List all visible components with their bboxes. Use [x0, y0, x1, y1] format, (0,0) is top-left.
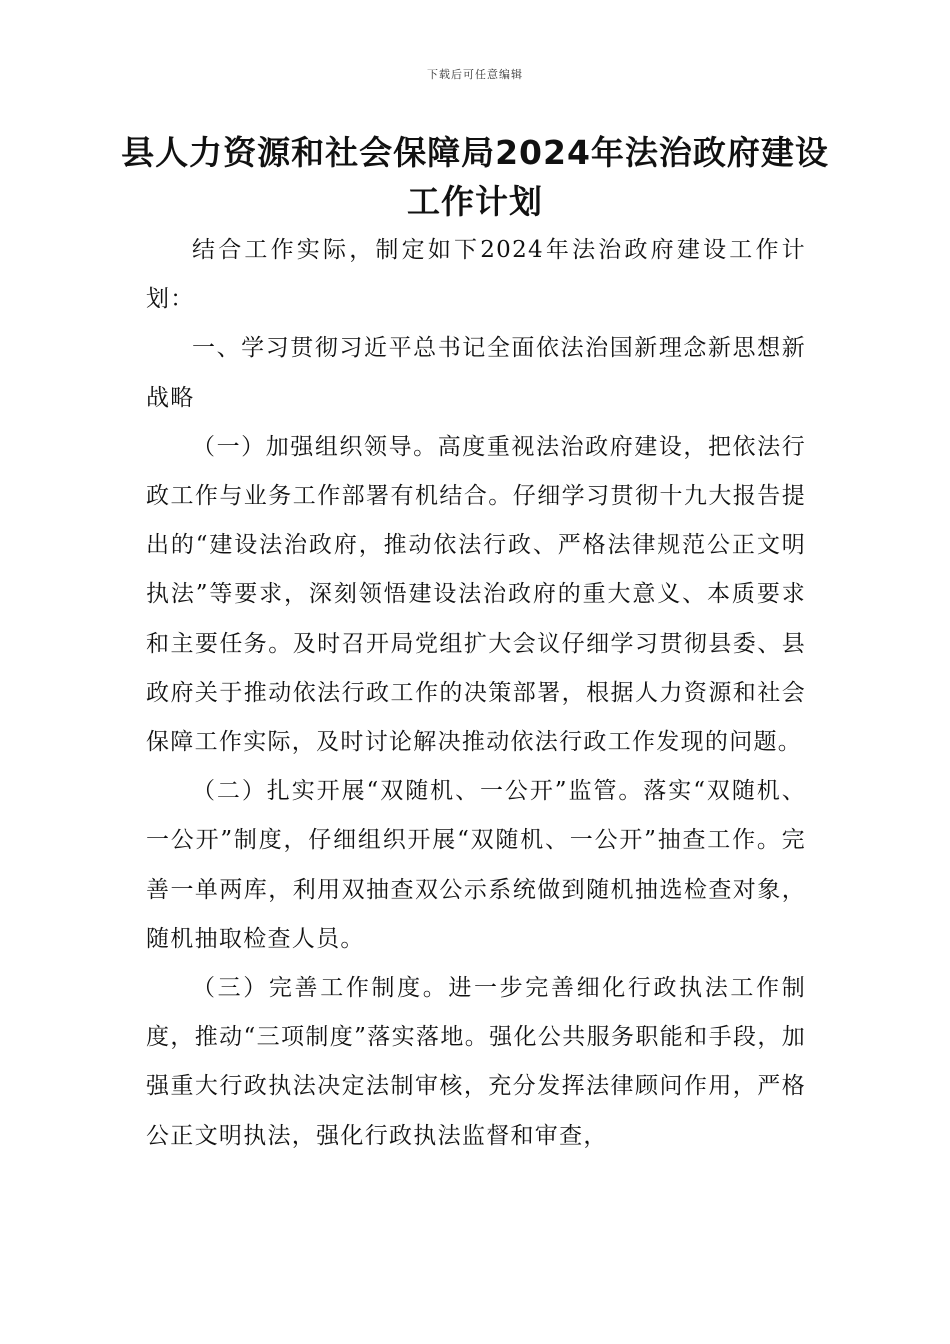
paragraph-item-2: （二）扎实开展“双随机、一公开”监管。落实“双随机、一公开”制度，仔细组织开展“双随机、一公开”抽查工作。完善一单两库，利用双抽查双公示系统做到随机抽选检查对象，随机抽取检查人员。	[146, 778, 806, 952]
section-heading-1: 一、学习贯彻习近平总书记全面依法治国新理念新思想新战略	[146, 335, 806, 411]
header-note: 下载后可任意编辑	[427, 68, 523, 81]
intro-paragraph: 结合工作实际，制定如下2024年法治政府建设工作计划：	[146, 237, 806, 313]
paragraph-item-3: （三）完善工作制度。进一步完善细化行政执法工作制度，推动“三项制度”落实落地。强化公共服务职能和手段，加强重大行政执法决定法制审核，充分发挥法律顾问作用，严格公正文明执法，强化行政执法监督和审查，	[146, 975, 806, 1149]
paragraph-item-1: （一）加强组织领导。高度重视法治政府建设，把依法行政工作与业务工作部署有机结合。仔细学习贯彻十九大报告提出的“建设法治政府，推动依法行政、严格法律规范公正文明执法”等要求，深刻领悟建设法治政府的重大意义、本质要求和主要任务。及时召开局党组扩大会议仔细学习贯彻县委、县政府关于推动依法行政工作的决策部署，根据人力资源和社会保障工作实际，及时讨论解决推动依法行政工作发现的问题。	[146, 433, 806, 756]
document-body	[146, 226, 806, 1161]
document-title: 县人力资源和社会保障局2024年法治政府建设工作计划	[121, 133, 829, 221]
